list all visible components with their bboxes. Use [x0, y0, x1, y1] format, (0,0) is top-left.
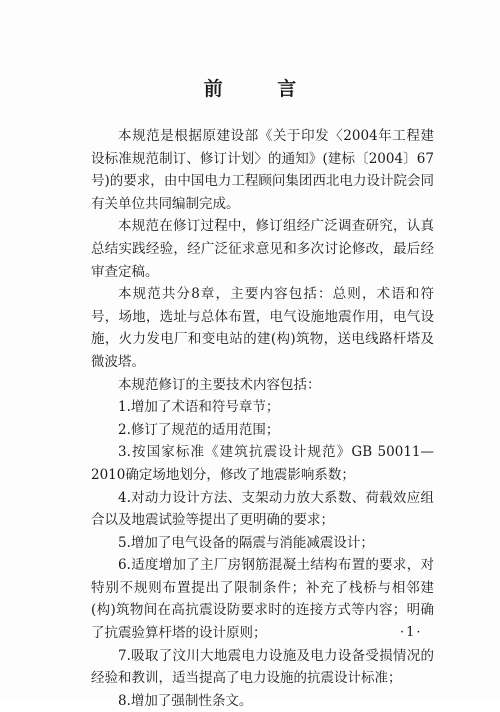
list-item: 7.吸取了汶川大地震电力设施及电力设备受损情况的经验和教训，适当提高了电力设施的抗震设计标准； [91, 647, 434, 687]
list-item: 8.增加了强制性条文。 [118, 692, 253, 709]
preface-body [91, 125, 434, 712]
list-item: 2.修订了规范的适用范围； [118, 421, 280, 438]
page-title: 前 言 [203, 78, 321, 100]
list-item: 4.对动力设计方法、支架动力放大系数、荷载效应组合以及地震试验等提出了更明确的要求； [91, 489, 434, 529]
list-item: 1.增加了术语和符号章节； [118, 399, 280, 416]
list-item: 3.按国家标准《建筑抗震设计规范》GB 50011—2010确定场地划分，修改了地震影响系数； [91, 444, 434, 483]
paragraph: 本规范共分8章，主要内容包括：总则，术语和符号，场地，选址与总体布置，电气设施地震作用，电气设施，火力发电厂和变电站的建(构)筑物，送电线路杆塔及微波塔。 [91, 286, 434, 370]
list-item: 5.增加了电气设备的隔震与消能减震设计； [118, 534, 374, 551]
paragraph: 本规范在修订过程中，修订组经广泛调查研究，认真总结实践经验，经广泛征求意见和多次讨论修改，最后经审查定稿。 [91, 218, 434, 280]
list-item: 6.适度增加了主厂房钢筋混凝土结构布置的要求，对特别不规则布置提出了限制条件；补充了栈桥与相邻建(构)筑物间在高抗震设防要求时的连接方式等内容；明确了抗震验算杆塔的设计原则； [91, 557, 434, 642]
page-number: ·1· [400, 625, 423, 640]
paragraph: 本规范是根据原建设部《关于印发〈2004年工程建设标准规范制订、修订计划〉的通知》(建标〔2004〕67号)的要求，由中国电力工程顾问集团西北电力设计院会同有关单位共同编制完成。 [91, 128, 434, 212]
paragraph: 本规范修订的主要技术内容包括： [118, 376, 321, 393]
